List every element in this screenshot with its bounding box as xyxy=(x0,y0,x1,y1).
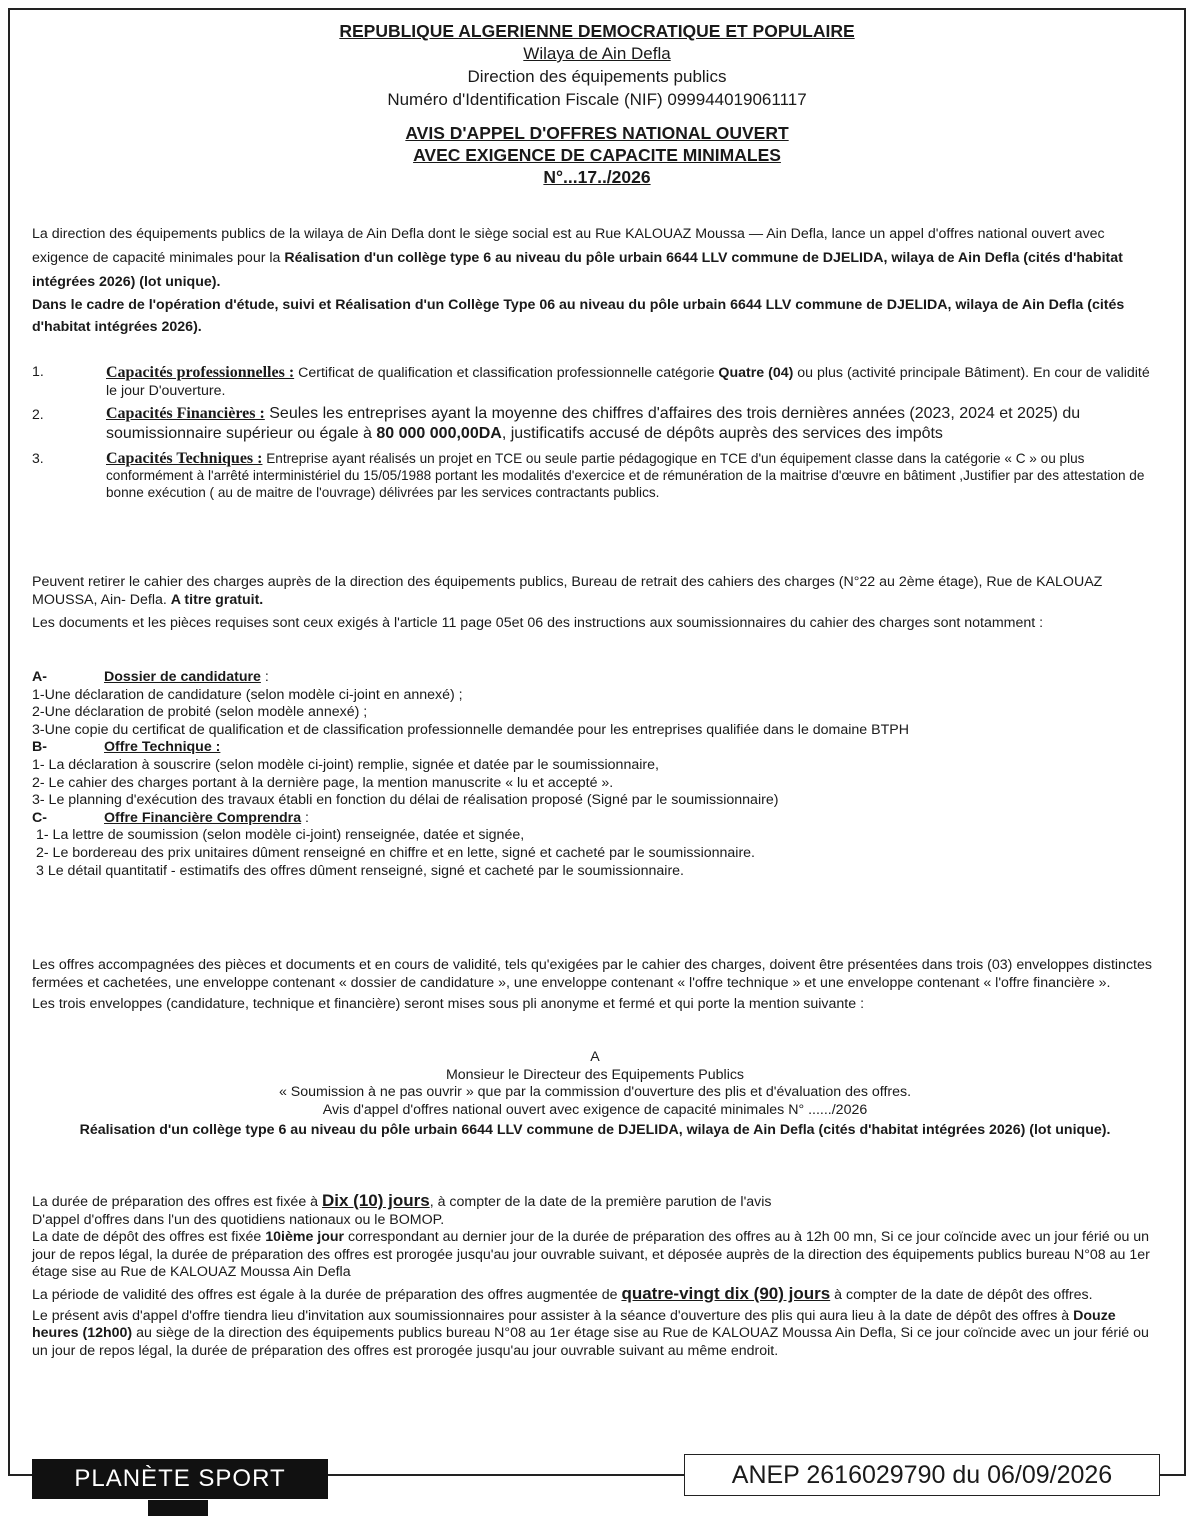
intro-cadre: Dans le cadre de l'opération d'étude, suivi et Réalisation d'un Collège Type 06 au niveau du pôle urbain 6644 LLV commune de DJELIDA, wilaya de Ain Defla (cités d'habitat intégrées 2026). xyxy=(32,297,1125,335)
capacity-text: Seules les entreprises ayant la moyenne des chiffres d'affaires des trois dernières années (2023, 2024 et 2025) du soumissionnaire supérieur ou égale à xyxy=(106,405,1081,443)
header-nif: Numéro d'Identification Fiscale (NIF) 099944019061117 xyxy=(387,90,807,109)
section-title: Offre Financière Comprendra xyxy=(104,809,302,826)
list-item: 2-Une déclaration de probité (selon modèle annexé) ; xyxy=(32,704,368,721)
docs-intro: Les documents et les pièces requises sont ceux exigés à l'article 11 page 05et 06 des instructions aux soumissionnaires du cahier des charges sont notamment : xyxy=(32,615,1044,632)
section-suffix: : xyxy=(301,809,309,826)
capacity-bold: 80 000 000,00DA xyxy=(376,425,502,443)
address-project: Réalisation d'un collège type 6 au niveau du pôle urbain 6644 LLV commune de DJELIDA, wilaya de Ain Defla (cités d'habitat intégrées 2026) (lot unique). xyxy=(79,1122,1111,1139)
capacity-title: Capacités Techniques : xyxy=(106,450,263,468)
capacity-title: Capacités professionnelles : xyxy=(106,364,295,381)
list-item: 3- Le planning d'exécution des travaux établi en fonction du délai de réalisation proposé (Signé par le soumissionnaire) xyxy=(32,792,779,809)
capacity-item xyxy=(32,404,1158,444)
list-item: 3 Le détail quantitatif - estimatifs des offres dûment renseigné, signé et cacheté par le soumissionnaire. xyxy=(36,862,684,879)
section-c xyxy=(32,810,1158,880)
capacity-text2: , justificatifs accusé de dépôts auprès des services des impôts xyxy=(501,425,943,443)
closing-text: à compter de la date de dépôt des offres. xyxy=(830,1286,1093,1303)
capacity-text: Entreprise ayant réalisés un projet en TCE ou seule partie pédagogique en TCE d'un équipement classe dans la catégorie « C » ou plus conformément à l'arrêté interministériel du 15/05/1988 portant les modalités d'exercice et de rémunération de la maitrise d'œuvre en bâtiment ,Justifier par des attestation de bonne exécution ( au de maitre de l'ouvrage) délivrées par les services contractants publics. xyxy=(106,451,1145,501)
capacity-text: Certificat de qualification et classification professionnelle catégorie xyxy=(294,365,719,381)
intro-bold: Réalisation d'un collège type 6 au niveau du pôle urbain 6644 LLV commune de DJELIDA, wilaya de Ain Defla (cités d'habitat intégrées 2026) (lot unique). xyxy=(32,250,1123,290)
address-avis: Avis d'appel d'offres national ouvert avec exigence de capacité minimales N° ....../2026 xyxy=(322,1101,868,1118)
list-item: 1-Une déclaration de candidature (selon modèle ci-joint en annexé) ; xyxy=(32,686,463,703)
section-b xyxy=(32,739,1158,809)
list-item: 1- La lettre de soumission (selon modèle ci-joint) renseignée, datée et signée, xyxy=(36,827,525,844)
address-block xyxy=(32,1049,1158,1141)
retrait-text: Peuvent retirer le cahier des charges auprès de la direction des équipements publics, Bureau de retrait des cahiers des charges (N°22 au 2ème étage), Rue de KALOUAZ MOUSSA, Ain- Defla. xyxy=(32,574,1103,608)
footer-anep-reference: ANEP 2616029790 du 06/09/2026 xyxy=(684,1454,1160,1496)
list-item: 3-Une copie du certificat de qualification et de classification professionnelle demandée pour les entreprises qualifiée dans le domaine BTPH xyxy=(32,721,909,738)
closing-duration: Dix (10) jours xyxy=(322,1191,430,1210)
capacity-title: Capacités Financières : xyxy=(106,405,265,423)
retrait-block xyxy=(32,574,1158,633)
page-number-tab xyxy=(148,1500,208,1516)
capacity-number: 3. xyxy=(32,450,44,467)
closing-text: au siège de la direction des équipements publics bureau N°08 au 1er étage sise au Rue de KALOUAZ Moussa Ain Defla, Si ce jour coïncide avec un jour férié ou un jour de repos légal, la durée de préparation des offres est prorogée jusqu'au jour ouvrable suivant au même endroit. xyxy=(32,1325,1149,1359)
section-title: Offre Technique : xyxy=(104,739,221,756)
header-direction: Direction des équipements publics xyxy=(467,67,727,86)
capacity-text2: ou plus (activité principale Bâtiment). En cour de validité le jour D'ouverture. xyxy=(106,365,1150,399)
address-director: Monsieur le Directeur des Equipements Publics xyxy=(445,1066,745,1083)
capacity-item xyxy=(32,450,1158,501)
title-line1: AVIS D'APPEL D'OFFRES NATIONAL OUVERT xyxy=(405,123,789,143)
closing-hour: Douze heures (12h00) xyxy=(32,1307,1116,1342)
intro-block xyxy=(32,222,1158,338)
closing-deposit-day: 10ième jour xyxy=(265,1229,345,1246)
list-item: 2- Le bordereau des prix unitaires dûment renseigné en chiffre et en lette, signé et cacheté par le soumissionnaire. xyxy=(36,844,755,861)
capacities-list xyxy=(32,364,1158,501)
title-number: N°...17../2026 xyxy=(543,167,651,187)
list-item: 1- La déclaration à souscrire (selon modèle ci-joint) remplie, signée et datée par le soumissionnaire, xyxy=(32,756,659,773)
closing-text: D'appel d'offres dans l'un des quotidiens nationaux ou le BOMOP. xyxy=(32,1211,445,1228)
header-wilaya: Wilaya de Ain Defla xyxy=(523,44,671,63)
header-republic: REPUBLIQUE ALGERIENNE DEMOCRATIQUE ET POPULAIRE xyxy=(339,21,855,41)
intro-text: La direction des équipements publics de la wilaya de Ain Defla dont le siège social est au Rue KALOUAZ Moussa — Ain Defla, lance un appel d'offres national ouvert avec exigence de capacité minimales pour la xyxy=(32,226,1105,266)
sections-block xyxy=(32,669,1158,880)
capacity-bold: Quatre (04) xyxy=(718,365,794,381)
title-line2: AVEC EXIGENCE DE CAPACITE MINIMALES xyxy=(413,145,781,165)
retrait-bold: A titre gratuit. xyxy=(170,591,264,608)
capacity-number: 2. xyxy=(32,406,44,423)
offres-envelopes: Les trois enveloppes (candidature, technique et financière) seront mises sous pli anonyme et fermé et qui porte la mention suivante : xyxy=(32,996,865,1013)
list-item: 2- Le cahier des charges portant à la dernière page, la mention manuscrite « lu et accepté ». xyxy=(32,774,614,791)
section-a xyxy=(32,669,1158,739)
capacity-item xyxy=(32,364,1158,400)
closing-text: La durée de préparation des offres est fixée à xyxy=(32,1194,322,1210)
offres-block xyxy=(32,957,1158,1014)
section-suffix: : xyxy=(260,669,269,685)
closing-text: correspondant au dernier jour de la durée de préparation des offres au à 12h 00 mn, Si ce jour coïncide avec un jour férié ou un jour de repos légal, la durée de préparation des offres est prorogée jusqu'au jour ouvrable suivant, et déposée auprès de la direction des équipements publics bureau N°08 au 1er étage sise au Rue de KALOUAZ Moussa Ain Defla xyxy=(32,1229,1150,1281)
closing-text: La date de dépôt des offres est fixée xyxy=(32,1229,266,1246)
closing-block xyxy=(32,1192,1158,1360)
section-letter: A- xyxy=(32,669,47,685)
closing-text: Le présent avis d'appel d'offre tiendra lieu d'invitation aux soumissionnaires pour assister à la séance d'ouverture des plis qui aura lieu à la date de dépôt des offres à xyxy=(32,1307,1074,1324)
closing-text: , à compter de la date de la première parution de l'avis xyxy=(429,1194,772,1210)
section-letter: B- xyxy=(32,739,47,756)
section-title: Dossier de candidature xyxy=(104,669,261,685)
closing-validity: quatre-vingt dix (90) jours xyxy=(621,1283,831,1303)
address-soumission: « Soumission à ne pas ouvrir » que par la commission d'ouverture des plis et d'évaluation des offres. xyxy=(278,1084,912,1101)
footer-section-label: PLANÈTE SPORT xyxy=(32,1459,328,1499)
offres-text: Les offres accompagnées des pièces et documents et en cours de validité, tels qu'exigées par le cahier des charges, doivent être présentées dans trois (03) enveloppes distinctes fermées et cachetées, une enveloppe contenant « dossier de candidature », une enveloppe contenant « l'offre technique » et une enveloppe contenant « l'offre financière ». xyxy=(32,957,1152,991)
section-letter: C- xyxy=(32,809,47,826)
address-a: A xyxy=(590,1049,600,1065)
closing-text: La période de validité des offres est égale à la durée de préparation des offres augmentée de xyxy=(32,1286,622,1303)
capacity-number: 1. xyxy=(32,364,44,380)
